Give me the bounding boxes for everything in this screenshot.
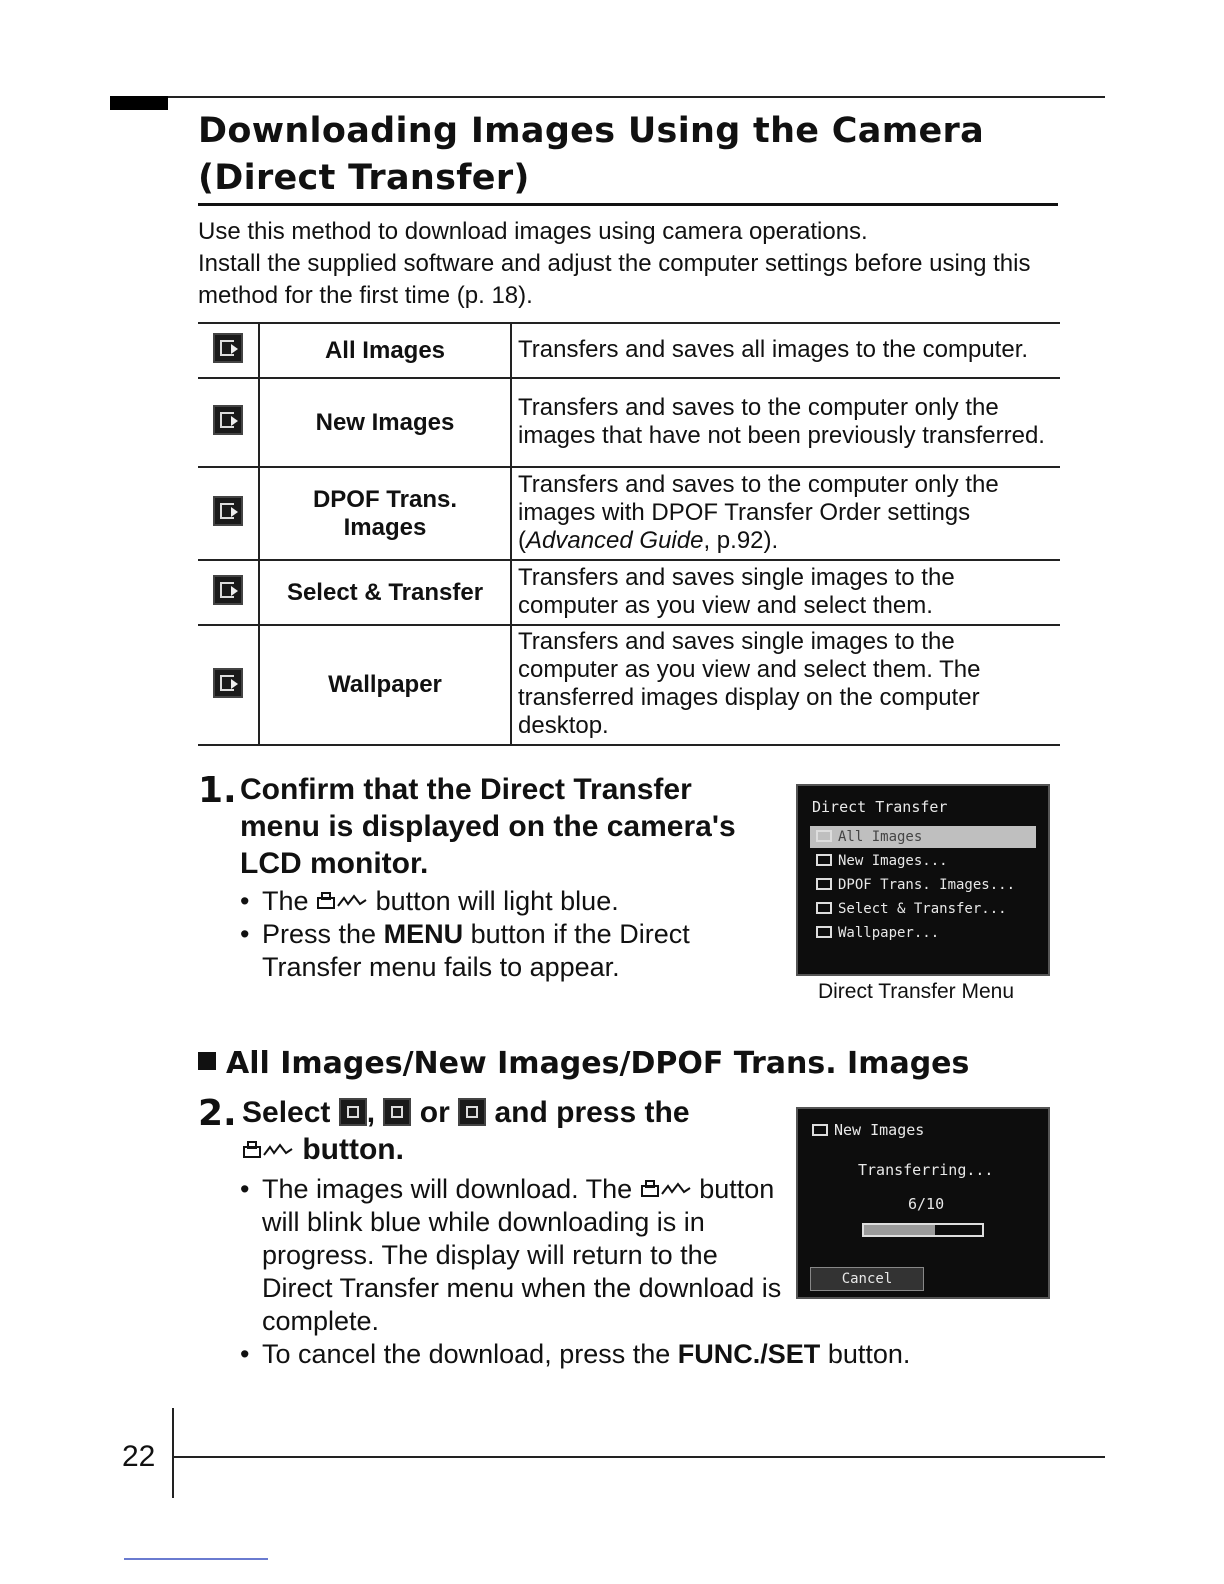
direct-transfer-menu-screen <box>796 784 1050 976</box>
table-row <box>198 560 1060 625</box>
func-set-button-name: FUNC./SET <box>677 1339 821 1369</box>
mode-description: Transfers and saves single images to the computer as you view and select them. The transferred images display on the computer desktop. <box>511 625 1060 745</box>
desc-italic: Advanced Guide <box>526 526 704 554</box>
table-row <box>198 625 1060 745</box>
intro-line-1: Use this method to download images using camera operations. <box>198 218 868 245</box>
mode-description: Transfers and saves to the computer only the images that have not been previously transferred. <box>511 378 1060 467</box>
dpof-icon <box>213 496 243 526</box>
lcd-menu-item-dpof: DPOF Trans. Images... <box>816 874 1036 896</box>
transfer-modes-table <box>198 322 1060 746</box>
title-line-1: Downloading Images Using the Camera <box>198 111 985 151</box>
top-rule <box>110 96 1105 98</box>
list-item <box>240 885 780 918</box>
new-images-icon <box>383 1098 411 1126</box>
select-transfer-icon <box>816 902 832 914</box>
step-number: 2. <box>198 1093 237 1134</box>
list-item <box>240 1338 1020 1371</box>
footer-vertical-rule <box>172 1408 174 1498</box>
lcd-menu-item-wallpaper: Wallpaper... <box>816 922 1036 944</box>
transfer-status: Transferring... <box>858 1161 994 1179</box>
section-heading <box>198 1046 969 1081</box>
new-images-icon <box>812 1124 828 1136</box>
mode-name-line-2: Images <box>343 513 427 541</box>
progress-fill <box>864 1225 935 1235</box>
progress-bar <box>862 1223 984 1237</box>
bullet-text: button will blink blue while downloading is in progress. The display will return to the Direct Transfer menu when the download is complete. <box>262 1174 782 1336</box>
lcd-menu-item-select-transfer: Select & Transfer... <box>816 898 1036 920</box>
transferring-screen <box>796 1107 1050 1299</box>
dpof-icon <box>458 1098 486 1126</box>
intro-text <box>198 216 1078 312</box>
mode-description <box>511 467 1060 560</box>
transfer-count: 6/10 <box>908 1195 945 1213</box>
bullet-text: button will light blue. <box>375 886 619 916</box>
table-row <box>198 323 1060 378</box>
square-bullet-icon <box>198 1052 216 1070</box>
print-share-icon <box>316 890 368 912</box>
print-share-icon <box>640 1178 692 1200</box>
section-tab-marker <box>110 96 168 110</box>
print-share-icon <box>242 1139 294 1161</box>
mode-name: Select & Transfer <box>259 560 511 625</box>
mode-name <box>259 467 511 560</box>
mode-name-line-1: DPOF Trans. <box>312 485 458 513</box>
list-item <box>240 1173 782 1338</box>
section-heading-text: All Images/New Images/DPOF Trans. Images <box>226 1046 970 1081</box>
title-line-2: (Direct Transfer) <box>198 158 530 198</box>
page-number: 22 <box>122 1440 156 1473</box>
table-row <box>198 378 1060 467</box>
intro-line-2: Install the supplied software and adjust the computer settings before using this method for the first time (p. 18). <box>198 250 1031 309</box>
all-images-icon <box>213 333 243 363</box>
desc-text: , p.92). <box>703 526 779 554</box>
cancel-button[interactable]: Cancel <box>810 1267 924 1291</box>
table-row <box>198 467 1060 560</box>
bullet-text: button if the Direct Transfer menu fails to appear. <box>262 919 690 982</box>
select-transfer-icon <box>213 575 243 605</box>
all-images-icon <box>339 1098 367 1126</box>
page-title <box>198 108 1078 202</box>
new-images-icon <box>213 405 243 435</box>
bullet-text: Press the <box>262 919 377 949</box>
title-underline <box>198 203 1058 206</box>
lcd-menu-item-all-images: All Images <box>810 826 1036 848</box>
all-images-icon <box>816 830 832 842</box>
screen-caption: Direct Transfer Menu <box>817 980 1015 1003</box>
wallpaper-icon <box>213 668 243 698</box>
step-number: 1. <box>198 770 237 811</box>
bullet-text: To cancel the download, press the <box>262 1339 671 1369</box>
mode-name: New Images <box>259 378 511 467</box>
list-item <box>240 918 780 984</box>
wallpaper-icon <box>816 926 832 938</box>
footer-rule <box>172 1456 1105 1458</box>
bullet-text: The <box>262 886 309 916</box>
new-images-icon <box>816 854 832 866</box>
lcd-header: New Images <box>812 1121 924 1139</box>
mode-name: All Images <box>259 323 511 378</box>
bullet-text: The images will download. The <box>262 1174 633 1204</box>
bottom-link-underline <box>124 1558 268 1560</box>
desc-text: Transfers and saves to the computer only the images with DPOF Transfer Order settings ( <box>518 470 999 554</box>
bullet-text: button. <box>827 1339 911 1369</box>
mode-description: Transfers and saves all images to the computer. <box>511 323 1060 378</box>
step-heading: Select , or and press the button. <box>242 1096 690 1166</box>
step-heading: Confirm that the Direct Transfer menu is displayed on the camera's LCD monitor. <box>240 773 736 880</box>
menu-button-name: MENU <box>383 919 464 949</box>
lcd-title: Direct Transfer <box>812 798 948 816</box>
mode-name: Wallpaper <box>259 625 511 745</box>
mode-description: Transfers and saves single images to the computer as you view and select them. <box>511 560 1060 625</box>
lcd-menu-item-new-images: New Images... <box>816 850 1036 872</box>
step1-bullets <box>240 885 780 984</box>
dpof-icon <box>816 878 832 890</box>
